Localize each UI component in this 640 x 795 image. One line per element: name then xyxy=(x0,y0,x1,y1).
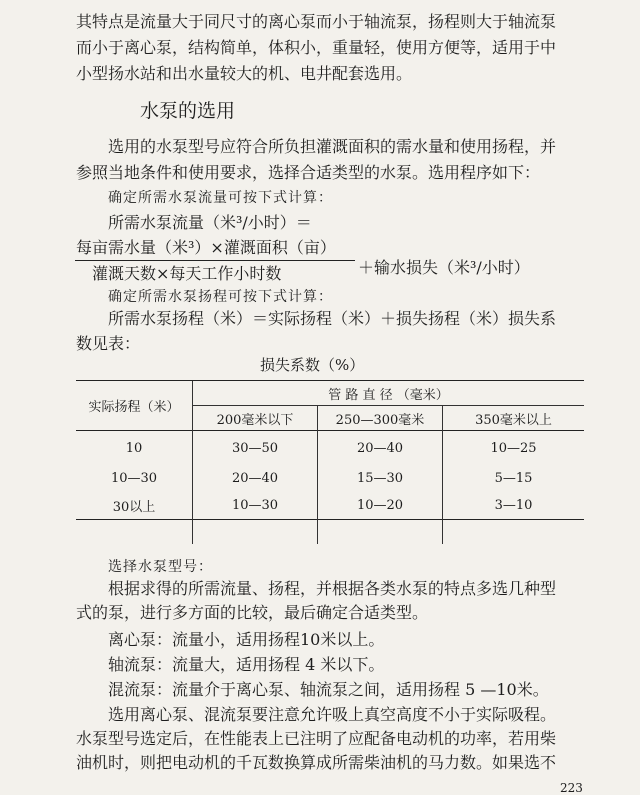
group-header-cell: 管 路 直 径 （毫米） xyxy=(193,381,585,406)
intro-line-3: 小型扬水站和出水量较大的机、电井配套选用。 xyxy=(76,64,413,83)
table-cell: 10—20 xyxy=(318,492,443,520)
table-cell: 10—30 xyxy=(110,471,158,486)
select-heading: 选择水泵型号： xyxy=(108,559,213,575)
table-cell xyxy=(76,520,193,545)
flow-formula-tail: ＋输水损失（米³/小时） xyxy=(358,258,530,277)
column-header: 350毫米以上 xyxy=(443,406,585,431)
flow-formula-denominator: 灌溉天数×每天工作小时数 xyxy=(92,264,282,283)
table-cell: 30—50 xyxy=(193,431,318,466)
table-cell xyxy=(443,520,585,545)
select-para-line-1: 根据求得的所需流量、扬程，并根据各类水泵的特点多选几种型 xyxy=(108,579,557,598)
final-para-line-1: 选用离心泵、混流泵要注意允许吸上真空高度不小于实际吸程。 xyxy=(108,705,557,724)
table-cell: 20—40 xyxy=(318,431,443,466)
table-cell: 15—30 xyxy=(318,465,443,492)
head-heading: 确定所需水泵扬程可按下式计算： xyxy=(108,289,333,305)
pump-type-centrifugal: 离心泵：流量小，适用扬程10米以上。 xyxy=(108,630,385,649)
flow-formula-numerator: 每亩需水量（米³）×灌溉面积（亩） xyxy=(76,238,336,257)
table-cell: 10—25 xyxy=(443,431,585,466)
pump-type-axial: 轴流泵：流量大，适用扬程 4 米以下。 xyxy=(108,655,385,674)
table-title: 损失系数（%） xyxy=(260,356,365,374)
column-header: 250—300毫米 xyxy=(318,406,443,431)
final-para-line-3: 油机时，则把电动机的千瓦数换算成所需柴油机的马力数。如果选不 xyxy=(76,753,557,772)
table-cell: 10 xyxy=(76,431,193,466)
table-cell xyxy=(193,520,318,545)
table-cell xyxy=(318,520,443,545)
loss-coefficient-table xyxy=(76,380,584,544)
pump-type-mixed: 混流泵：流量介于离心泵、轴流泵之间，适用扬程 5 —10米。 xyxy=(108,680,549,699)
column-header: 200毫米以下 xyxy=(193,406,318,431)
para1-line-2: 参照当地条件和使用要求，选择合适类型的水泵。选用程序如下： xyxy=(76,163,541,182)
flow-formula-lhs: 所需水泵流量（米³/小时）＝ xyxy=(108,213,312,232)
table-cell: 5—15 xyxy=(443,465,585,492)
intro-line-2: 而小于离心泵，结构简单，体积小，重量轻，使用方便等，适用于中 xyxy=(76,38,557,57)
para1-line-1: 选用的水泵型号应符合所负担灌溉面积的需水量和使用扬程，并 xyxy=(108,137,557,156)
head-formula-line-1: 所需水泵扬程（米）＝实际扬程（米）＋损失扬程（米）损失系 xyxy=(108,309,557,328)
head-formula-line-2: 数见表： xyxy=(76,334,141,353)
table-cell: 30以上 xyxy=(112,500,156,515)
table-cell: 20—40 xyxy=(193,465,318,492)
select-para-line-2: 式的泵，进行多方面的比较，最后确定合适类型。 xyxy=(76,603,429,622)
table-cell: 10—30 xyxy=(193,492,318,520)
intro-line-1: 其特点是流量大于同尺寸的离心泵而小于轴流泵，扬程则大于轴流泵 xyxy=(76,12,557,31)
row-header-cell: 实际扬程（米） xyxy=(76,381,193,431)
table-cell: 3—10 xyxy=(443,492,585,520)
section-title: 水泵的选用 xyxy=(140,100,236,122)
flow-heading: 确定所需水泵流量可按下式计算： xyxy=(108,190,333,206)
page-number: 223 xyxy=(560,781,583,795)
fraction-bar xyxy=(75,260,355,261)
final-para-line-2: 水泵型号选定后，在性能表上已注明了应配备电动机的功率，若用柴 xyxy=(76,729,557,748)
